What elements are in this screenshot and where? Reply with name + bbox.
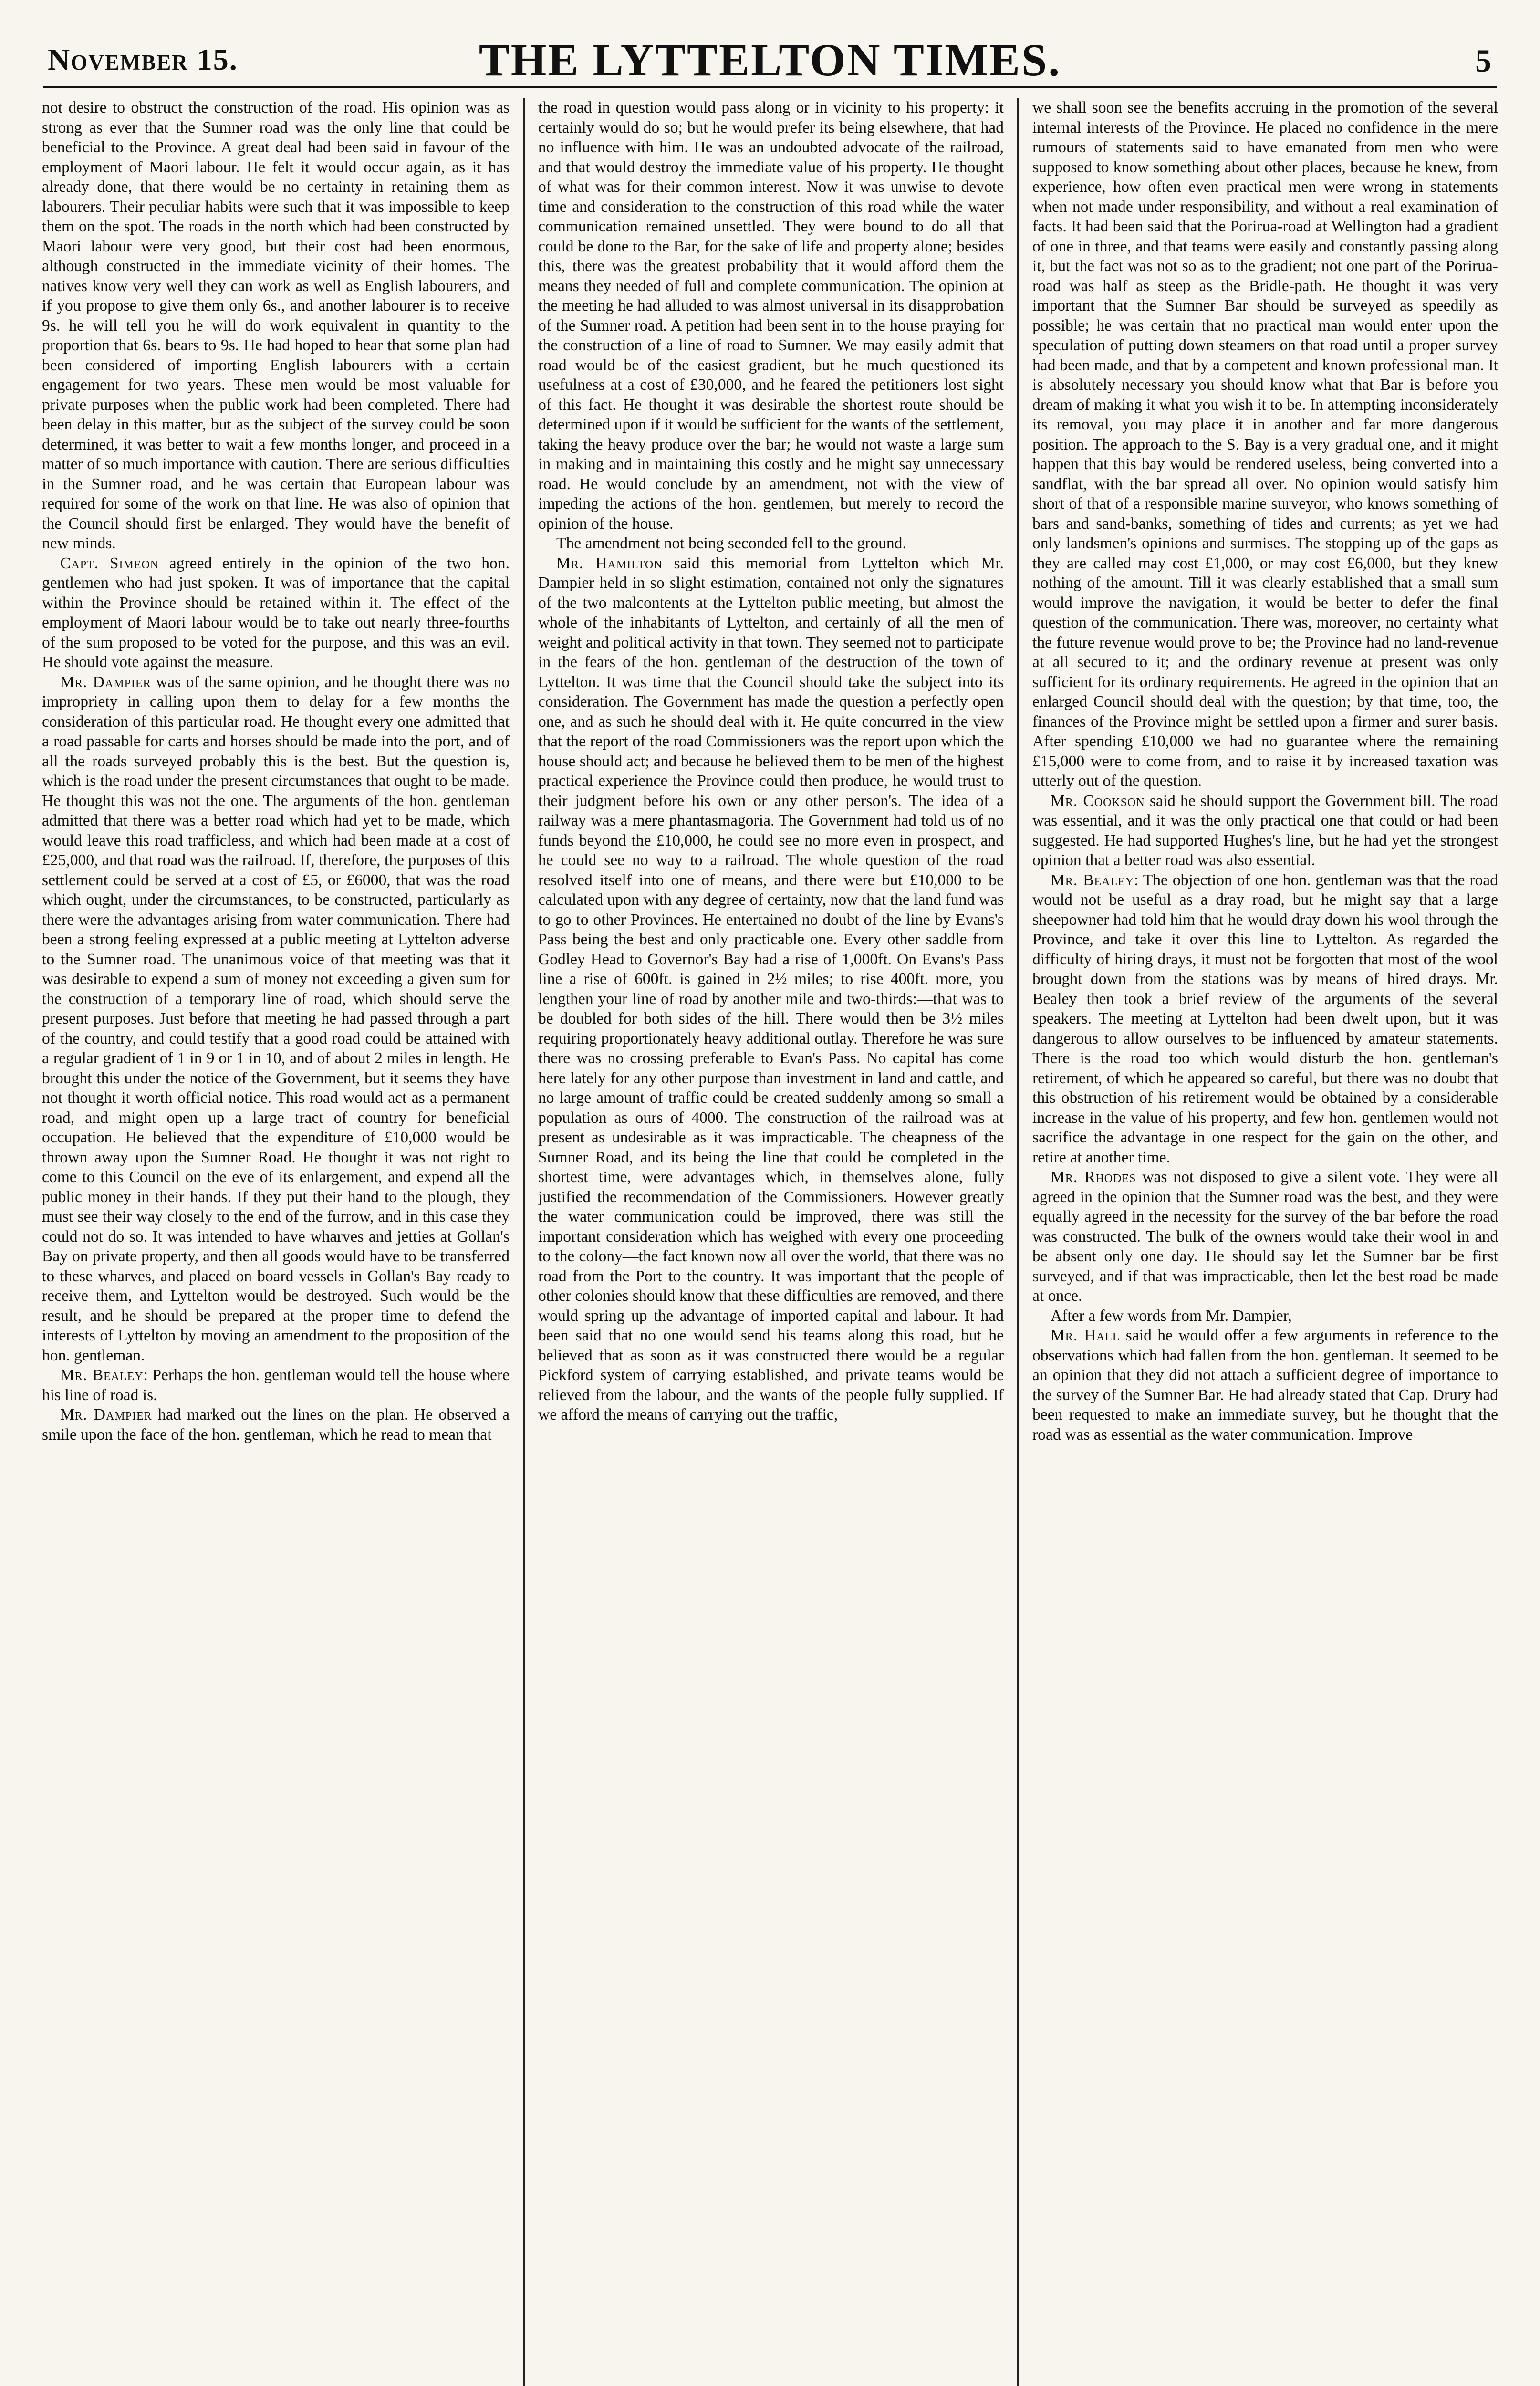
paragraph: the road in question would pass along or in vicinity to his property: it certainly would do so; but he would prefer its being elsewhere, that had no influence with him. He was an undoubted advocate of the railroad, and that would destroy the immediate value of his property. He thought of what was for their common interest. Now it was unwise to devote time and consideration to the construction of this road while the water communication remained unsettled. They were bound to do all that could be done to the Bar, for the sake of life and property alone; besides this, there was the greatest probability that it would afford them the means they needed of full and complete communication. The opinion at the meeting he had alluded to was almost universal in its disapprobation of the Sumner road. A petition had been sent in to the house praying for the construction of a line of road to Sumner. We may easily admit that road would be of the easiest gradient, but he much questioned its usefulness at a cost of £30,000, and he feared the petitioners lost sight of this fact. He thought it was desirable the shortest route should be determined upon if it would be sufficient for the wants of the settlement, taking the heavy produce over the bar; he would not waste a large sum in making and in maintaining this costly and he might say unnecessary road. He would conclude by an amendment, not with the view of impeding the actions of the hon. gentlemen, but merely to record the opinion of the house. [538, 99, 1004, 533]
speech-text: agreed entirely in the opinion of the two hon. gentlemen who had just spoken. It was of importance that the capital within the Province should be retained within it. The effect of the employment of Maori labour would be to take out nearly three-fourths of the sum proposed to be voted for the purpose, and this was an evil. He should vote against the measure. [42, 554, 510, 671]
page-number: 5 [1475, 42, 1491, 79]
paragraph [1032, 1167, 1498, 1306]
article-columns [29, 98, 1511, 2386]
column-2 [523, 98, 1017, 2386]
paragraph: not desire to obstruct the construction of the road. His opinion was as strong as ever that the Sumner road was the only line that could be beneficial to the Province. A great deal had been said in favour of the employment of Maori labour. He felt it would occur again, as it has already done, that there would be no certainty in retaining them as labourers. Their peculiar habits were such that it was impossible to keep them on the spot. The roads in the north which had been constructed by Maori labour were very good, but their cost had been enormous, although constructed in the immediate vicinity of their homes. The natives know very well they can work as well as English labourers, and if you propose to give them only 6s., and another labourer is to receive 9s. he will tell you he will do work equivalent in quantity to the proportion that 6s. bears to 9s. He had hoped to hear that some plan had been considered of importing English labourers with a certain engagement for two years. These men would be most valuable for private purposes when the public work had been completed. There had been delay in this matter, but as the subject of the survey could be soon determined, it was better to wait a few months longer, and proceed in a matter of so much importance with caution. There are serious difficulties in the Sumner road, and he was certain that European labour was required for some of the work on that line. He was also of opinion that the Council should first be enlarged. They would have the benefit of new minds. [42, 99, 510, 552]
speaker-name: Mr. Hall [1051, 1327, 1120, 1344]
speaker-name: Mr. Dampier [60, 1406, 152, 1423]
paragraph [1032, 791, 1498, 870]
paragraph: The amendment not being seconded fell to the ground. [556, 534, 906, 552]
column-1 [29, 98, 523, 2386]
paragraph [42, 1365, 510, 1405]
speech-text: was of the same opinion, and he thought there was no impropriety in calling upon them to delay for a few months the consideration of this particular road. He thought every one admitted that a road passable for carts and horses should be made into the port, and of all the roads surveyed probably this is the best. But the question is, which is the road under the present circumstances that ought to be made. He thought this was not the one. The arguments of the hon. gentleman admitted that there was a better road which had yet to be made, which would leave this road trafficless, and which had been made at a cost of £25,000, and that road was the railroad. If, therefore, the purposes of this settlement could be served at a cost of £5, or £6000, that was the road which ought, under the circumstances, to be constructed, particularly as there were the advantages arising from water communication. There had been a strong feeling expressed at a public meeting at Lyttelton adverse to the Sumner road. The unanimous voice of that meeting was that it was desirable to expend a sum of money not exceeding a given sum for the construction of a temporary line of road, which should serve the present purposes. Just before that meeting he had passed through a part of the country, and could testify that a good road could be attained with a regular gradient of 1 in 9 or 1 in 10, and of about 2 miles in length. He brought this under the notice of the Government, but it seems they have not thought it worth official notice. This road would act as a permanent road, and might open up a large tract of country for beneficial occupation. He believed that the expenditure of £10,000 would be thrown away upon the Sumner Road. He thought it was not right to come to this Council on the eve of its enlargement, and expend all the public money in their hands. If they put their hand to the plough, they must see their way closely to the end of the furrow, and in this case they could not do so. It was intended to have wharves and jetties at Gollan's Bay on private property, and then all goods would have to be transferred to these wharves, and placed on board vessels in Gollan's Bay ready to receive them, and Lyttelton would be destroyed. Such would be the result, and he should be prepared at the proper time to defend the interests of Lyttelton by moving an amendment to the proposition of the hon. gentleman. [42, 673, 510, 1364]
paragraph [1032, 1326, 1498, 1444]
speaker-name: Mr. Dampier [60, 673, 151, 691]
speech-text: : Perhaps the hon. gentleman would tell the house where his line of road is. [42, 1366, 510, 1404]
speech-text: had marked out the lines on the plan. He observed a smile upon the face of the hon. gentleman, which he read to mean that [42, 1406, 510, 1444]
issue-date: November 15. [48, 42, 238, 76]
column-3 [1017, 98, 1511, 2386]
paragraph [42, 672, 510, 1366]
speaker-name: Mr. Hamilton [556, 554, 663, 572]
speaker-name: Capt. Simeon [60, 554, 159, 572]
speech-text: was not disposed to give a silent vote. They were all agreed in the opinion that the Sumner road was the best, and they were equally agreed in the necessity for the survey of the bar before the road was constructed. The bulk of the owners would take their wool in and be absent only one day. He should say let the Sumner bar be first surveyed, and if that was impracticable, then let the best road be made at once. [1032, 1168, 1498, 1305]
masthead [43, 33, 1497, 88]
paragraph [1032, 870, 1498, 1168]
speaker-name: Mr. Rhodes [1051, 1168, 1136, 1186]
paragraph: After a few words from Mr. Dampier, [1051, 1307, 1292, 1325]
paragraph [42, 1405, 510, 1444]
paragraph: we shall soon see the benefits accruing in the promotion of the several internal interests of the Province. He placed no confidence in the mere rumours of statements said to have emanated from men who were supposed to know something about other places, because he knew, from experience, how often even practical men were wrong in statements when not made under responsibility, and without a real examination of facts. It had been said that the Porirua-road at Wellington had a gradient of one in three, and that teams were easily and constantly passing along it, but the fact was not so as to the gradient; not one part of the Porirua-road was half as steep as the Bridle-path. He thought it was very important that the Sumner Bar should be surveyed as speedily as possible; he was certain that no practical man would enter upon the speculation of putting down steamers on that road until a proper survey had been made, and that by a competent and known professional man. It is absolutely necessary you should know what that Bar is before you dream of making it what you wish it to be. In attempting inconsiderately its removal, you may place it in another and far more dangerous position. The approach to the S. Bay is a very gradual one, and it might happen that this bay would be rendered useless, being converted into a sandflat, with the bar spread all over. No opinion would satisfy him short of that of a responsible marine surveyor, who knows something of bars and sand-banks, something of tides and currents; as yet we had only landsmen's opinions and surmises. The stopping up of the gaps as they are called may cost £1,000, or may cost £6,000, but they knew nothing of the amount. Till it was clearly established that a small sum would improve the navigation, it would be better to defer the final question of the communication. There was, moreover, no certainty what the future revenue would prove to be; the Province had no land-revenue at all secured to it; and the ordinary revenue at present was only sufficient for its ordinary requirements. He agreed in the opinion that an enlarged Council should deal with the question; by that time, too, the finances of the Province might be settled upon a firmer and surer basis. After spending £10,000 we had no guarantee where the remaining £15,000 were to come from, and to raise it by increased taxation was utterly out of the question. [1032, 99, 1498, 790]
speech-text: said he would offer a few arguments in reference to the observations which had fallen from the hon. gentleman. It seemed to be an opinion that they did not attach a sufficient degree of importance to the survey of the Sumner Bar. He had already stated that Cap. Drury had been requested to make an immediate survey, but he thought that the road was as essential as the water communication. Improve [1032, 1327, 1498, 1444]
speaker-name: Mr. Bealey [1051, 871, 1134, 889]
speaker-name: Mr. Cookson [1051, 792, 1145, 810]
newspaper-title: THE LYTTELTON TIMES. [479, 34, 1061, 85]
speech-text: said this memorial from Lyttelton which Mr. Dampier held in so slight estimation, contained not only the signatures of the two malcontents at the Lyttelton public meeting, but almost the whole of the inhabitants of Lyttelton, and certainly of all the men of weight and political activity in that town. They seemed not to participate in the fears of the hon. gentleman of the destruction of the town of Lyttelton. It was time that the Council should take the subject into its consideration. The Government has made the question a perfectly open one, and as such he should deal with it. He quite concurred in the view that the report of the road Commissioners was the report upon which the house should act; and because he believed them to be men of the highest practical experience the Province could then produce, he would trust to their judgment before his own or any other person's. The idea of a railway was a mere phantasmagoria. The Government had told us of no funds beyond the £10,000, he could see no more even in prospect, and he could see no way to a railroad. The whole question of the road resolved itself into one of means, and there were but £10,000 to be calculated upon with any degree of certainty, now that the land fund was to go to other Provinces. He entertained no doubt of the line by Evans's Pass being the best and only practicable one. Every other saddle from Godley Head to Governor's Bay had a rise of 1,000ft. On Evans's Pass line a rise of 600ft. is gained in 2½ miles; to rise 400ft. more, you lengthen your line of road by another mile and two-thirds:—that was to be doubled for both sides of the hill. There would then be 3½ miles requiring proportionately heavy additional outlay. Therefore he was sure there was no crossing preferable to Evan's Pass. No capital has come here lately for any other purpose than investment in land and cattle, and no large amount of traffic could be created suddenly among so small a population as ours of 4000. The construction of the railroad was at present as undesirable as it was impracticable. The cheapness of the Sumner Road, and its being the line that could be completed in the shortest time, were advantages which, in themselves alone, fully justified the recommendation of the Commissioners. However greatly the water communication could be improved, there was still the important consideration which has weighed with every one proceeding to the colony—the fact known now all over the world, that there was no road from the Port to the country. It was important that the people of other colonies should know that these difficulties are removed, and there would spring up the advantage of imported capital and labour. It had been said that no one would send his teams along this road, but he believed that as soon as it was constructed there would be a regular Pickford system of carrying established, and private teams would be relieved from the labour, and the wants of the people fully supplied. If we afford the means of carrying out the traffic, [538, 554, 1004, 1423]
paragraph [42, 554, 510, 672]
speaker-name: Mr. Bealey [60, 1366, 144, 1384]
paragraph [538, 554, 1004, 1425]
speech-text: said he should support the Government bill. The road was essential, and it was the only practical one that could or had been suggested. He had supported Hughes's line, but he had yet the strongest opinion that a better road was also essential. [1032, 792, 1498, 869]
speech-text: : The objection of one hon. gentleman was that the road would not be useful as a dray road, but he might say that a large sheepowner had told him that he would dray down his wool through the Province, and take it over this line to Lyttelton. As regarded the difficulty of hiring drays, it must not be forgotten that most of the wool brought down from the stations was by means of hired drays. Mr. Bealey then took a brief review of the arguments of the several speakers. The meeting at Lyttelton had been dwelt upon, but it was dangerous to allow ourselves to be influenced by amateur statements. There is the road too which would disturb the hon. gentleman's retirement, of which he appeared so careful, but there was no doubt that this obstruction of his retirement would be obtained by a considerable increase in the value of his property, and few hon. gentlemen would not sacrifice the advantage in one respect for the gain on the other, and retire at another time. [1032, 871, 1498, 1166]
